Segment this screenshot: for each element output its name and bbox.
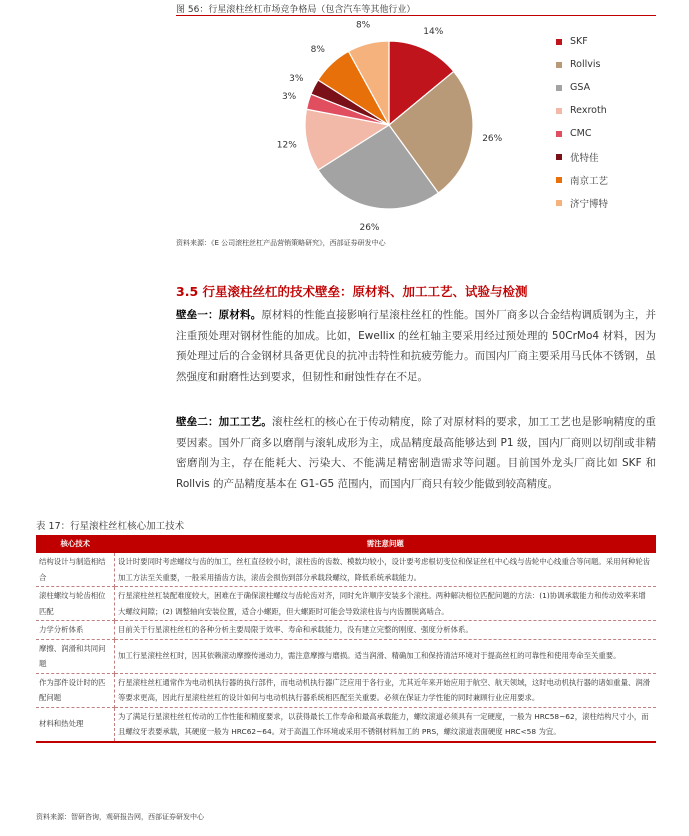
pie-value-label-4: 3% (281, 92, 297, 102)
legend-swatch (556, 62, 562, 68)
legend-label: SKF (570, 36, 588, 47)
legend-label: 优特佳 (570, 152, 599, 164)
chart-legend (556, 30, 608, 214)
legend-item-skf (556, 30, 608, 53)
row-tech: 滚柱螺纹与轮齿相位匹配 (36, 587, 115, 621)
header-issues: 需注意问题 (115, 535, 657, 553)
core-tech-table (36, 535, 656, 743)
row-tech: 力学分析体系 (36, 621, 115, 640)
figure-source: 资料来源：《E 公司滚柱丝杠产品营销策略研究》，西部证券研发中心 (176, 239, 386, 247)
row-tech: 材料和热处理 (36, 707, 115, 742)
table-row (36, 639, 656, 673)
paragraph-body: 原材料的性能直接影响行星滚柱丝杠的性能。国外厂商多以合金结构调质钢为主，并注重预处理对钢材性能的加成。比如，Ewellix 的丝杠轴主要采用经过预处理的 50CrMo4 材料，因为预处理过后的合金钢材具备更优良的抗冲击特性和抗疲劳能力。而国内厂商主要采用马氏体不锈钢，虽然强度和耐磨性达到要求，但韧性和耐蚀性存在不足。 (176, 309, 657, 383)
legend-swatch (556, 39, 562, 45)
table-row (36, 621, 656, 640)
paragraph-body: 滚柱丝杠的核心在于传动精度，除了对原材料的要求，加工工艺也是影响精度的重要因素。国外厂商多以磨削与滚轧成形为主，成品精度最高能够达到 P1 级，国内厂商则以切削或非精密磨削为主，存在能耗大、污染大、不能满足精密制造需求等问题。目前国外龙头厂商比如 SKF 和 Rollvis 的产品精度基本在 G1-G5 范围内，而国内厂商只有较少能做到较高精度。 (176, 416, 657, 490)
row-tech: 摩擦、润滑和共同问题 (36, 639, 115, 673)
row-tech: 结构设计与制造相结合 (36, 553, 115, 587)
legend-item-cmc (556, 122, 608, 145)
legend-item-rollvis (556, 53, 608, 76)
legend-swatch (556, 131, 562, 137)
pie-value-label-5: 3% (289, 73, 304, 84)
paragraph-raw-materials (176, 305, 656, 387)
table-title: 表 17：行星滚柱丝杠核心加工技术 (36, 521, 185, 532)
row-issue: 加工行星滚柱丝杠时，因其依赖滚动摩擦传递动力，需注意摩擦与磨损。适当润滑、精确加工和保持清洁环境对于提高丝杠的可靠性和使用寿命至关重要。 (115, 639, 657, 673)
figure-title-rule (176, 15, 656, 16)
row-issue: 行星滚柱丝杠装配难度较大，困难在于确保滚柱螺纹与齿轮齿对齐，同时允许顺序安装多个滚柱。两种解决相位匹配问题的方法：(1)协调承载能力和传动效率来增大螺纹间隙；(2) 调整轴向安装位置，适合小螺距，但大螺距时可能会导致滚柱齿与内齿圈脱离啮合。 (115, 587, 657, 621)
legend-label: CMC (570, 128, 592, 139)
pie-value-label-7: 8% (355, 20, 371, 31)
paragraph-lead: 壁垒二：加工工艺。 (176, 416, 273, 428)
legend-item-rexroth (556, 99, 608, 122)
table-row (36, 707, 656, 742)
row-issue: 行星滚柱丝杠通常作为电动机执行器的执行部件，而电动机执行器广泛应用于各行业，尤其近年来开始应用于航空、航天领域，这时电动机执行器的诸如重量、润滑等要求更高，因此行星滚柱丝杠的设计如何与电动机执行器系统相匹配至关重要。必须在保证力学性能的同时兼顾行业应用要求。 (115, 673, 657, 707)
table-row (36, 673, 656, 707)
legend-item-youtejia (556, 145, 608, 168)
row-issue: 为了满足行星滚柱丝杠传动的工作性能和精度要求，以获得最长工作寿命和最高承载能力，螺纹滚道必须具有一定硬度，一般为 HRC58~62，滚柱结构尺寸小，而且螺纹牙表要承载，其硬度一般为 HRC62~64。对于高温工作环境或采用不锈钢材料加工的 PRS，螺纹滚道表面硬度 HRC<58 为宜。 (115, 707, 657, 742)
table-source: 资料来源：智研咨询，观研报告网，西部证券研发中心 (36, 813, 204, 821)
legend-label: GSA (570, 82, 591, 93)
legend-swatch (556, 177, 562, 183)
pie-value-label-0: 14% (423, 26, 444, 37)
paragraph-processing (176, 412, 656, 494)
legend-swatch (556, 85, 562, 91)
legend-item-gsa (556, 76, 608, 99)
pie-value-label-2: 26% (359, 223, 380, 232)
table-header-row (36, 535, 656, 553)
table-row (36, 553, 656, 587)
legend-swatch (556, 154, 562, 160)
legend-item-jining (556, 191, 608, 214)
legend-swatch (556, 108, 562, 114)
row-issue: 设计时要同时考虑螺纹与齿的加工，丝杠直径较小时，滚柱齿的齿数、模数均较小，设计要考虑根切变位和保证丝杠中心线与齿轮中心线重合等问题。采用何种轮齿加工方法至关重要，一般采用插齿方法，滚齿会损伤到部分承载段螺纹，降低系统承载能力。 (115, 553, 657, 587)
legend-label: Rexroth (570, 105, 607, 116)
pie-value-label-3: 12% (276, 140, 297, 151)
row-tech: 作为部件设计时的匹配问题 (36, 673, 115, 707)
paragraph-lead: 壁垒一：原材料。 (176, 309, 262, 321)
legend-label: 济宁博特 (570, 198, 609, 210)
pie-value-label-1: 26% (482, 134, 503, 144)
section-title: 3.5 行星滚柱丝杠的技术壁垒：原材料、加工工艺、试验与检测 (176, 284, 528, 299)
header-core-tech: 核心技术 (36, 535, 115, 553)
legend-label: 南京工艺 (570, 175, 609, 187)
legend-label: Rollvis (570, 59, 601, 70)
row-issue: 目前关于行星滚柱丝杠的各种分析主要局限于效率、寿命和承载能力，没有建立完整的刚度、强度分析体系。 (115, 621, 657, 640)
pie-value-label-6: 8% (310, 45, 325, 56)
legend-item-nanjing (556, 168, 608, 191)
table-row (36, 587, 656, 621)
figure-title: 图 56：行星滚柱丝杠市场竞争格局（包含汽车等其他行业） (176, 5, 416, 15)
legend-swatch (556, 200, 562, 206)
